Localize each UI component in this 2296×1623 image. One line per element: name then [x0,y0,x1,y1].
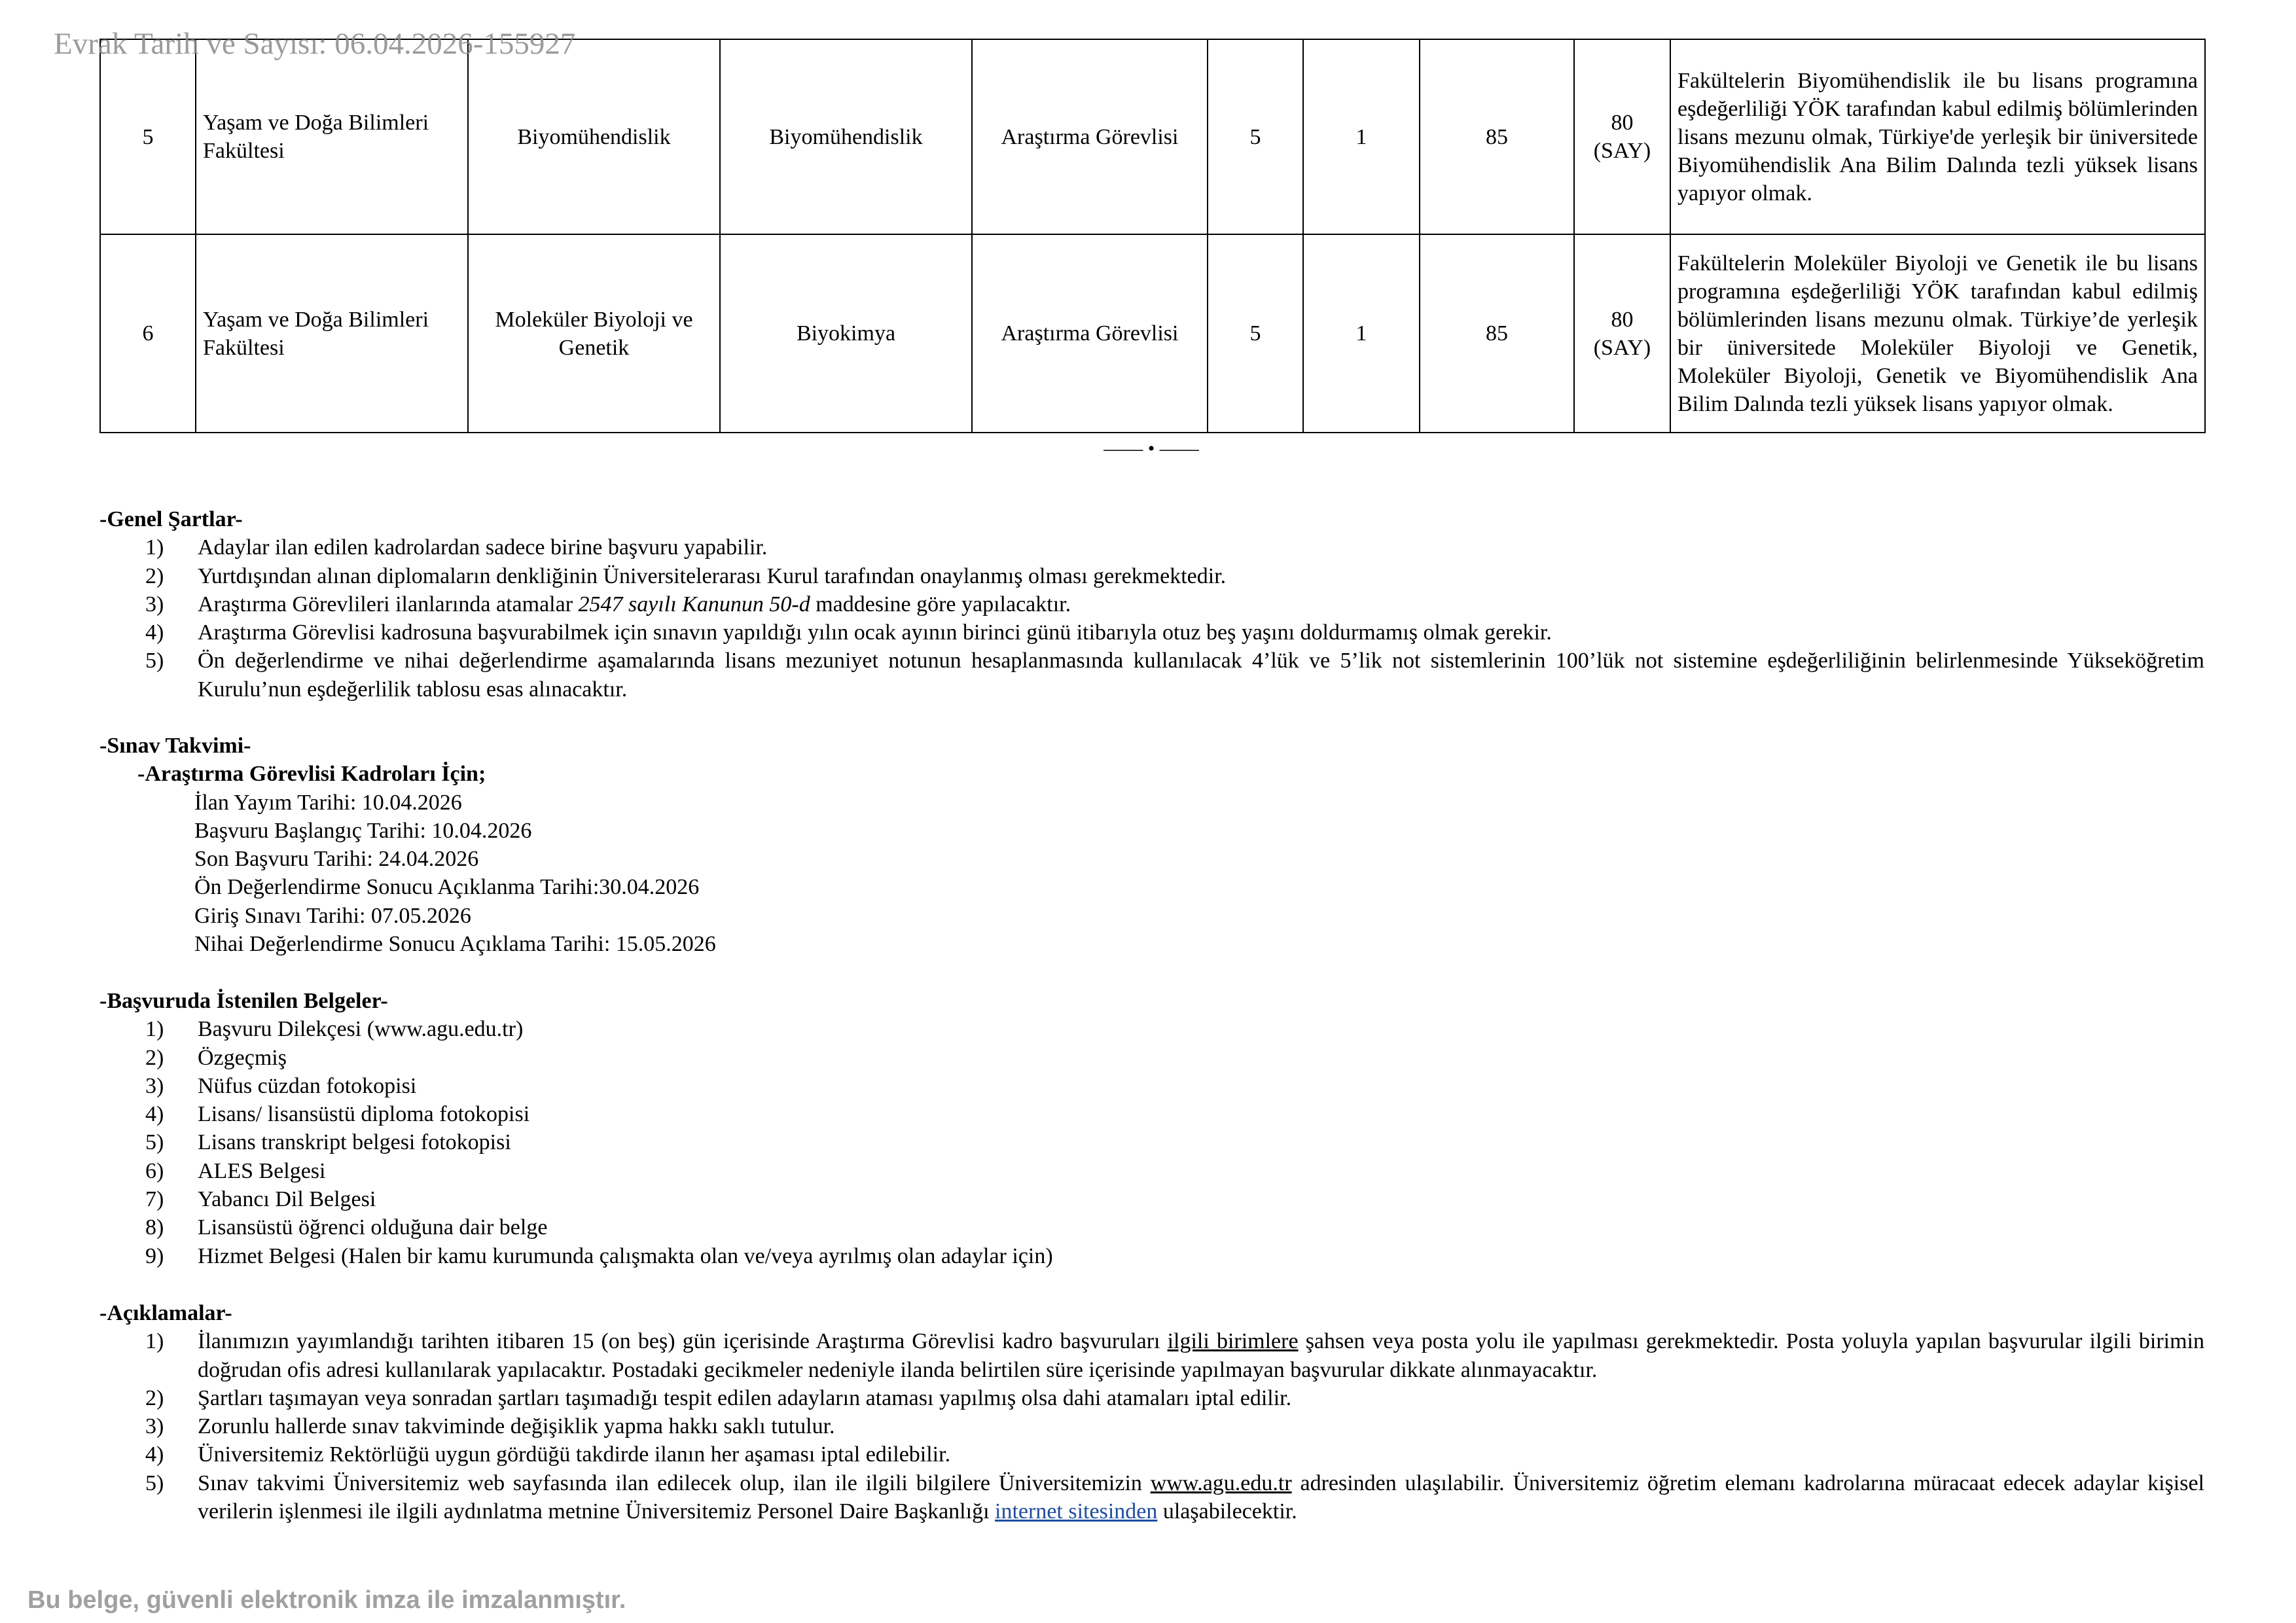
schedule-date-item: Son Başvuru Tarihi: 24.04.2026 [194,847,479,872]
list-item [99,1072,2204,1100]
list-number: 5) [145,1130,164,1155]
exam-schedule-heading: -Sınav Takvimi- [99,734,251,758]
language-score-type: (SAY) [1593,139,1651,163]
exam-schedule-subheading: -Araştırma Görevlisi Kadroları İçin; [137,762,486,787]
table-row [100,234,2205,433]
list-number: 7) [145,1187,164,1212]
ales-cell: 85 [1420,234,1574,433]
list-text: İlanımızın yayımlandığı tarihten itibaren 15 (on beş) gün içerisinde Araştırma Görevlisi kadro başvuruları ilgili birimlere şahsen veya posta yolu ile yapılması gerekmektedir. Posta yoluyla yapılan başvurular ilgili birimin doğrudan ofis adresi kullanılarak yapılacaktır. Postadaki gecikmeler nedeniyle ilanda belirtilen süre içerisinde yapılmayan başvurular dikkate alınmayacaktır. [198,1329,2204,1382]
list-number: 4) [145,620,164,645]
list-number: 1) [145,535,164,560]
list-item [99,1185,2204,1213]
degree-cell: 5 [1208,234,1303,433]
language-score: 80 [1611,111,1634,135]
documents-list [99,1015,2204,1270]
faculty-cell: Yaşam ve Doğa Bilimleri Fakültesi [196,234,468,433]
department-cell: Biyomühendislik [468,39,720,234]
relevant-units-text: ilgili birimlere [1167,1329,1299,1354]
list-item [99,1384,2204,1412]
row-number: 6 [100,234,196,433]
list-text: Ön değerlendirme ve nihai değerlendirme aşamalarında lisans mezuniyet notunun hesaplanmasında kullanılacak 4’lük ve 5’lik not sistemlerinin 100’lük not sistemine eşdeğerliliğinin belirlenmesinde Yükseköğretim Kurulu’nun eşdeğerlilik tablosu esas alınacaktır. [198,649,2204,702]
list-text: Lisansüstü öğrenci olduğuna dair belge [198,1215,548,1240]
exam-schedule-section [99,732,716,958]
list-number: 4) [145,1442,164,1467]
row-number: 5 [100,39,196,234]
list-item [99,1100,2204,1128]
list-item [99,590,2204,618]
list-item [99,1157,2204,1185]
language-score-cell [1574,39,1670,234]
documents-heading: -Başvuruda İstenilen Belgeler- [99,989,388,1013]
list-text: Araştırma Görevlileri ilanlarında atamalar 2547 sayılı Kanunun 50-d maddesine göre yapılacaktır. [198,592,1071,616]
schedule-date-item: Ön Değerlendirme Sonucu Açıklanma Tarihi:30.04.2026 [194,875,700,900]
personnel-website-link[interactable]: internet sitesinden [995,1499,1158,1524]
list-number: 1) [145,1329,164,1354]
list-number: 1) [145,1017,164,1042]
list-text: Lisans transkript belgesi fotokopisi [198,1130,511,1155]
document-watermark: Evrak Tarih ve Sayısı: 06.04.2026-155927 [54,27,576,61]
list-text: Hizmet Belgesi (Halen bir kamu kurumunda çalışmakta olan ve/veya ayrılmış olan adaylar için) [198,1243,1053,1268]
department-cell: Moleküler Biyoloji ve Genetik [468,234,720,433]
list-number: 5) [145,649,164,673]
explanations-heading: -Açıklamalar- [99,1301,232,1325]
requirement-cell: Fakültelerin Biyomühendislik ile bu lisans programına eşdeğerliliği YÖK tarafından kabul edilmiş bölümlerinden lisans mezunu olmak, Türkiye'de yerleşik bir üniversitede Biyomühendislik Ana Bilim Dalında tezli yüksek lisans yapıyor olmak. [1670,39,2205,234]
list-item [99,1469,2204,1526]
list-number: 3) [145,1414,164,1439]
list-item [99,1327,2204,1384]
language-score-cell [1574,234,1670,433]
documents-section [99,987,2204,1270]
language-score: 80 [1611,307,1634,332]
list-number: 2) [145,563,164,588]
list-text: Özgeçmiş [198,1045,287,1070]
section-separator: —— • —— [1103,438,1199,459]
count-cell: 1 [1303,39,1420,234]
list-item [99,1412,2204,1440]
list-item [99,533,2204,562]
schedule-date-item: Başvuru Başlangıç Tarihi: 10.04.2026 [194,818,532,843]
list-item [99,1128,2204,1156]
title-cell: Araştırma Görevlisi [972,39,1208,234]
list-text: Üniversitemiz Rektörlüğü uygun gördüğü takdirde ilanın her aşaması iptal edilebilir. [198,1442,951,1467]
list-text: Yurtdışından alınan diplomaların denkliğinin Üniversitelerarası Kurul tarafından onaylanmış olması gerekmektedir. [198,563,1227,588]
field-cell: Biyomühendislik [720,39,972,234]
table-row [100,39,2205,234]
e-signature-footer: Bu belge, güvenli elektronik imza ile imzalanmıştır. [27,1586,626,1614]
general-conditions-list [99,533,2204,704]
list-item [99,1242,2204,1270]
schedule-date-item: Giriş Sınavı Tarihi: 07.05.2026 [194,903,471,928]
language-score-type: (SAY) [1593,335,1651,360]
list-text: Araştırma Görevlisi kadrosuna başvurabilmek için sınavın yapıldığı yılın ocak ayının birinci günü itibarıyla otuz beş yaşını doldurmamış olmak gerekir. [198,620,1552,645]
requirement-cell: Fakültelerin Moleküler Biyoloji ve Genetik ile bu lisans programına eşdeğerliliği YÖK tarafından kabul edilmiş bölümlerinden lisans mezunu olmak. Türkiye’de yerleşik bir üniversitede Moleküler Biyoloji ve Genetik, Moleküler Biyoloji, Genetik ve Biyomühendislik Ana Bilim Dalında tezli yüksek lisans yapıyor olmak. [1670,234,2205,433]
ales-cell: 85 [1420,39,1574,234]
degree-cell: 5 [1208,39,1303,234]
university-website-link[interactable]: www.agu.edu.tr [1150,1471,1292,1495]
list-number: 9) [145,1243,164,1268]
faculty-cell: Yaşam ve Doğa Bilimleri Fakültesi [196,39,468,234]
list-item [99,1015,2204,1043]
list-text: Adaylar ilan edilen kadrolardan sadece birine başvuru yapabilir. [198,535,768,560]
list-number: 5) [145,1471,164,1495]
position-table [99,39,2206,433]
list-text: Nüfus cüzdan fotokopisi [198,1073,417,1098]
list-number: 2) [145,1385,164,1410]
list-text: Yabancı Dil Belgesi [198,1187,376,1212]
general-conditions-heading: -Genel Şartlar- [99,507,243,531]
field-cell: Biyokimya [720,234,972,433]
list-item [99,1044,2204,1072]
list-number: 4) [145,1102,164,1127]
list-text: Lisans/ lisansüstü diploma fotokopisi [198,1102,530,1127]
list-number: 2) [145,1045,164,1070]
list-text: ALES Belgesi [198,1158,326,1183]
schedule-date-item: Nihai Değerlendirme Sonucu Açıklama Tarihi: 15.05.2026 [194,932,716,957]
schedule-dates [99,789,716,959]
explanations-section [99,1299,2204,1525]
list-text: Zorunlu hallerde sınav takviminde değişiklik yapma hakkı saklı tutulur. [198,1414,835,1439]
list-item [99,1440,2204,1469]
schedule-date-item: İlan Yayım Tarihi: 10.04.2026 [194,790,462,815]
list-number: 8) [145,1215,164,1240]
explanations-list [99,1327,2204,1525]
title-cell: Araştırma Görevlisi [972,234,1208,433]
general-conditions-section [99,505,2204,704]
list-number: 3) [145,1073,164,1098]
list-number: 6) [145,1158,164,1183]
count-cell: 1 [1303,234,1420,433]
list-item [99,1213,2204,1241]
law-reference: 2547 sayılı Kanunun 50-d [578,592,810,616]
list-text: Şartları taşımayan veya sonradan şartları taşımadığı tespit edilen adayların ataması yapılmış olsa dahi atamaları iptal edilir. [198,1385,1292,1410]
list-item [99,618,2204,647]
list-text: Sınav takvimi Üniversitemiz web sayfasında ilan edilecek olup, ilan ile ilgili bilgilere Üniversitemizin www.agu.edu.tr adresinden ulaşılabilir. Üniversitemiz öğretim elemanı kadrolarına müracaat edecek adaylar kişisel verilerin işlenmesi ile ilgili aydınlatma metnine Üniversitemiz Personel Daire Başkanlığı internet sitesinden ulaşabilecektir. [198,1471,2205,1524]
list-item [99,647,2204,704]
list-text: Başvuru Dilekçesi (www.agu.edu.tr) [198,1017,524,1042]
list-item [99,562,2204,590]
list-number: 3) [145,592,164,616]
